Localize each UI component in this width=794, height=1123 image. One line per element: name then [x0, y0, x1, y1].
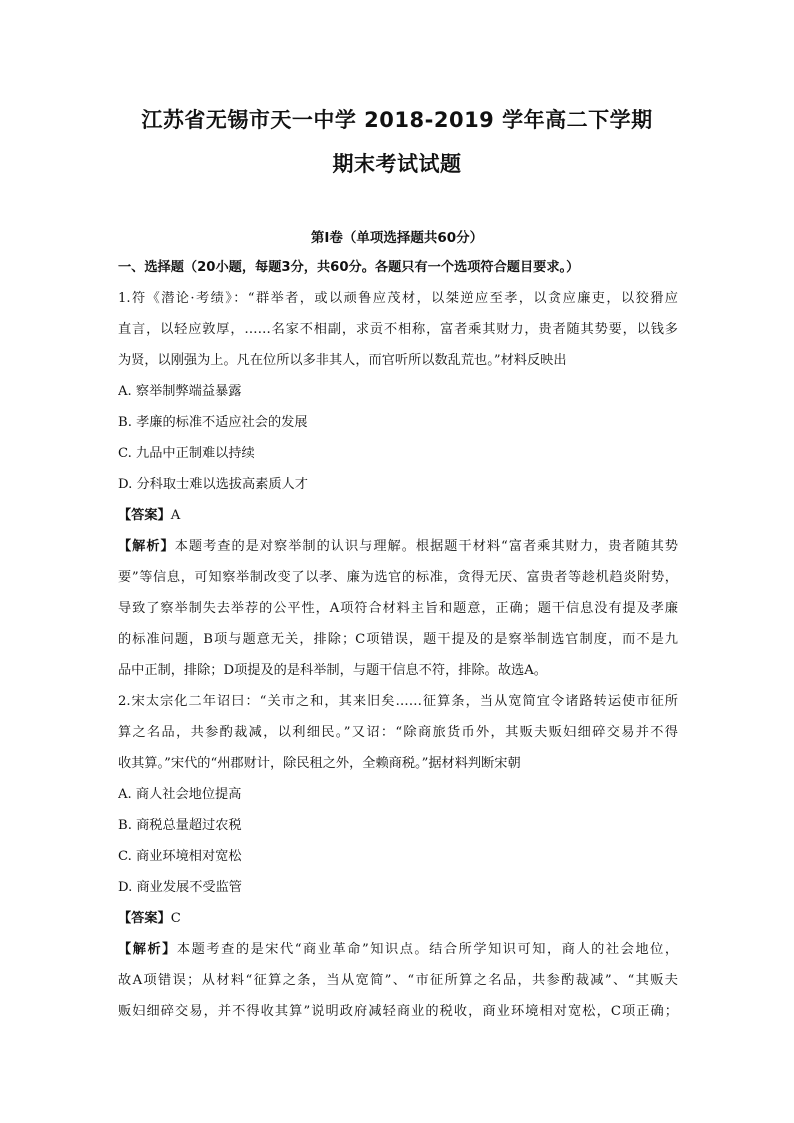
document-body — [118, 252, 678, 1027]
analysis-label: 【解析】 — [118, 539, 175, 554]
q1-option-d: D. 分科取士难以选拔高素质人才 — [118, 477, 308, 492]
q1-analysis-line: 导致了察举制失去举荐的公平性，A项符合材料主旨和题意，正确；题干信息没有提及孝廉 — [118, 601, 678, 616]
part-heading: 一、选择题（20小题，每题3分，共60分。各题只有一个选项符合题目要求。） — [118, 260, 580, 275]
q1-analysis-line: 的标准问题，B项与题意无关，排除；C项错误，题干提及的是察举制选官制度，而不是九 — [118, 632, 678, 647]
q2-analysis-line — [118, 934, 678, 965]
document-title-line-1: 江苏省无锡市天一中学 2018-2019 学年高二下学期 — [141, 108, 653, 132]
q1-analysis-line: 要”等信息，可知察举制改变了以孝、廉为选官的标准，贪得无厌、富贵者等趁机趋炎附势， — [118, 570, 678, 585]
q2-option-b: B. 商税总量超过农税 — [118, 818, 242, 833]
q2-stem-line: 收其算。”宋代的“州郡财计，除民租之外，全赖商税。”据材料判断宋朝 — [118, 756, 521, 771]
q2-analysis-line: 故A项错误；从材料“征算之条，当从宽简”、“市征所算之名品，共参酌裁减”、“其贩夫 — [118, 973, 678, 988]
q1-stem-line: 为贤，以刚强为上。凡在位所以多非其人，而官听所以数乱荒也。”材料反映出 — [118, 353, 567, 368]
q2-stem-line: 算之名品，共参酌裁减，以利细民。”又诏：“除商旅货币外，其贩夫贩妇细碎交易并不得 — [118, 725, 678, 740]
q1-analysis-text: 本题考查的是对察举制的认识与理解。根据题干材料“富者乘其财力，贵者随其势 — [174, 539, 678, 554]
answer-label: 【答案】 — [118, 508, 171, 523]
q1-stem-line: 1.符《潜论·考绩》：“群举者，或以顽鲁应茂材，以桀逆应至孝，以贪应廉吏，以狡猾应 — [118, 291, 678, 306]
q1-option-a: A. 察举制弊端益暴露 — [118, 384, 242, 399]
q1-option-c: C. 九品中正制难以持续 — [118, 446, 255, 461]
q2-option-a: A. 商人社会地位提高 — [118, 787, 242, 802]
q1-analysis-line: 品中正制，排除；D项提及的是科举制，与题干信息不符，排除。故选A。 — [118, 663, 547, 678]
q2-analysis-line: 贩妇细碎交易，并不得收其算”说明政府减轻商业的税收，商业环境相对宽松，C项正确； — [118, 1004, 678, 1019]
q1-answer — [118, 500, 678, 531]
section-heading: 第Ⅰ卷（单项选择题共60分） — [310, 230, 484, 246]
q1-stem-line: 直言，以轻应敦厚，……名家不相副，求贡不相称，富者乘其财力，贵者随其势要，以钱多 — [118, 322, 678, 337]
q2-stem-line: 2.宋太宗化二年诏曰：“关市之和，其来旧矣……征算条，当从宽简宜令诸路转运使市征所 — [118, 694, 678, 709]
q2-answer — [118, 903, 678, 934]
q1-option-b: B. 孝廉的标准不适应社会的发展 — [118, 415, 308, 430]
q1-analysis-line — [118, 531, 678, 562]
q2-answer-value: C — [170, 911, 181, 926]
q1-answer-value: A — [170, 508, 181, 523]
analysis-label: 【解析】 — [118, 942, 177, 957]
answer-label: 【答案】 — [118, 911, 171, 926]
q2-option-c: C. 商业环境相对宽松 — [118, 849, 242, 864]
q2-option-d: D. 商业发展不受监管 — [118, 880, 242, 895]
q2-analysis-text: 本题考查的是宋代“商业革命”知识点。结合所学知识可知，商人的社会地位， — [176, 942, 678, 957]
document-title-line-2: 期末考试试题 — [332, 152, 462, 176]
